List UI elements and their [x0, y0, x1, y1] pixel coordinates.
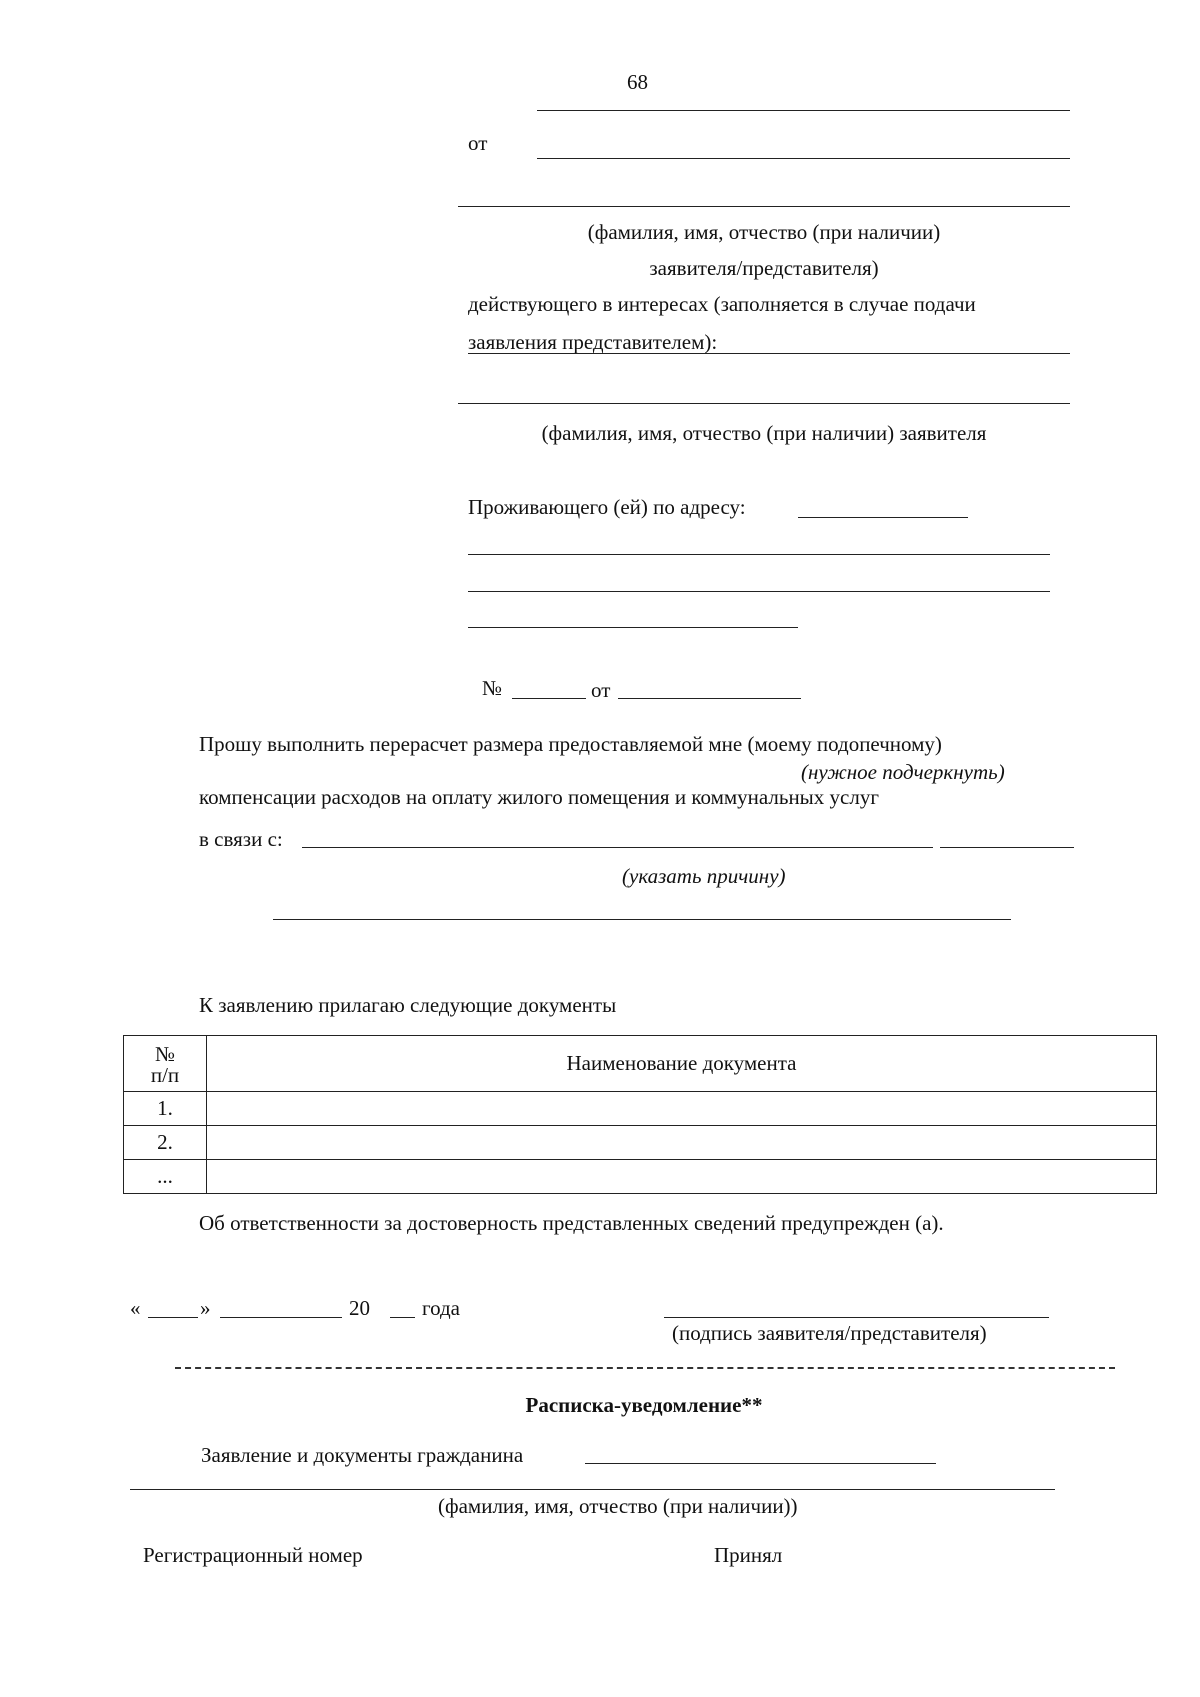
acting-line1: действующего в интересах (заполняется в случае подачи [468, 292, 976, 316]
number-sign: № [482, 676, 503, 700]
col-num-line1: № [154, 1042, 176, 1066]
header-line-3[interactable] [458, 206, 1070, 207]
receipt-fio-caption: (фамилия, имя, отчество (при наличии)) [438, 1494, 798, 1518]
col-num-line2: п/п [150, 1063, 180, 1087]
accepted-label: Принял [714, 1543, 783, 1567]
row-num: 2. [124, 1126, 207, 1160]
request-line2: компенсации расходов на оплату жилого помещения и коммунальных услуг [199, 785, 879, 809]
reason-line-1[interactable] [302, 847, 933, 848]
responsibility-text: Об ответственности за достоверность представленных сведений предупрежден (а). [199, 1211, 944, 1235]
reason-line-2[interactable] [940, 847, 1074, 848]
reason-label: в связи с: [199, 827, 283, 851]
request-line1: Прошу выполнить перерасчет размера предоставляемой мне (моему подопечному) [199, 732, 942, 756]
receipt-docs-label: Заявление и документы гражданина [201, 1443, 524, 1467]
signature-caption: (подпись заявителя/представителя) [672, 1321, 987, 1345]
attachments-intro: К заявлению прилагаю следующие документы [199, 993, 617, 1017]
reason-line-3[interactable] [273, 919, 1011, 920]
fio-applicant-caption: (фамилия, имя, отчество (при наличии) заявителя [541, 421, 987, 445]
fio-caption-line2: заявителя/представителя) [649, 256, 879, 280]
page-number: 68 [627, 70, 648, 94]
signature-line[interactable] [664, 1317, 1049, 1318]
fio-caption-line1: (фамилия, имя, отчество (при наличии) [587, 220, 941, 244]
col-name-header: Наименование документа [207, 1036, 1157, 1092]
table-row [124, 1160, 1157, 1194]
table-header-row [124, 1036, 1157, 1092]
col-num-header [124, 1036, 207, 1092]
number-line[interactable] [512, 698, 586, 699]
acting-line2-underline[interactable] [468, 353, 1070, 354]
date-close-quote: » [200, 1296, 211, 1320]
address-line-2[interactable] [468, 554, 1050, 555]
header-line-2[interactable] [537, 158, 1070, 159]
applicant-fio-line[interactable] [458, 403, 1070, 404]
year-prefix: 20 [349, 1296, 370, 1320]
address-line-3[interactable] [468, 591, 1050, 592]
from-label: от [468, 131, 488, 155]
address-label: Проживающего (ей) по адресу: [468, 495, 746, 519]
underline-hint: (нужное подчеркнуть) [801, 760, 1005, 784]
receipt-fio-line[interactable] [130, 1489, 1055, 1490]
receipt-docs-line[interactable] [585, 1463, 936, 1464]
reg-number-label: Регистрационный номер [143, 1543, 363, 1567]
header-line-1[interactable] [537, 110, 1070, 111]
row-name-cell[interactable] [207, 1092, 1157, 1126]
address-line-1[interactable] [798, 517, 968, 518]
address-line-4[interactable] [468, 627, 798, 628]
reason-hint: (указать причину) [622, 864, 786, 888]
row-num: ... [124, 1160, 207, 1194]
table-row [124, 1126, 1157, 1160]
year-suffix: года [422, 1296, 460, 1320]
receipt-title: Расписка-уведомление** [525, 1393, 763, 1417]
date-year-line[interactable] [390, 1317, 415, 1318]
cut-line [175, 1367, 1115, 1369]
date-month-line[interactable] [220, 1317, 342, 1318]
row-num: 1. [124, 1092, 207, 1126]
acting-line2: заявления представителем): [468, 330, 718, 354]
row-name-cell[interactable] [207, 1126, 1157, 1160]
date-open-quote: « [130, 1296, 141, 1320]
date-day-line[interactable] [148, 1317, 198, 1318]
documents-table [123, 1035, 1157, 1194]
row-name-cell[interactable] [207, 1160, 1157, 1194]
date-line[interactable] [618, 698, 801, 699]
date-from-label: от [591, 678, 611, 702]
table-row [124, 1092, 1157, 1126]
